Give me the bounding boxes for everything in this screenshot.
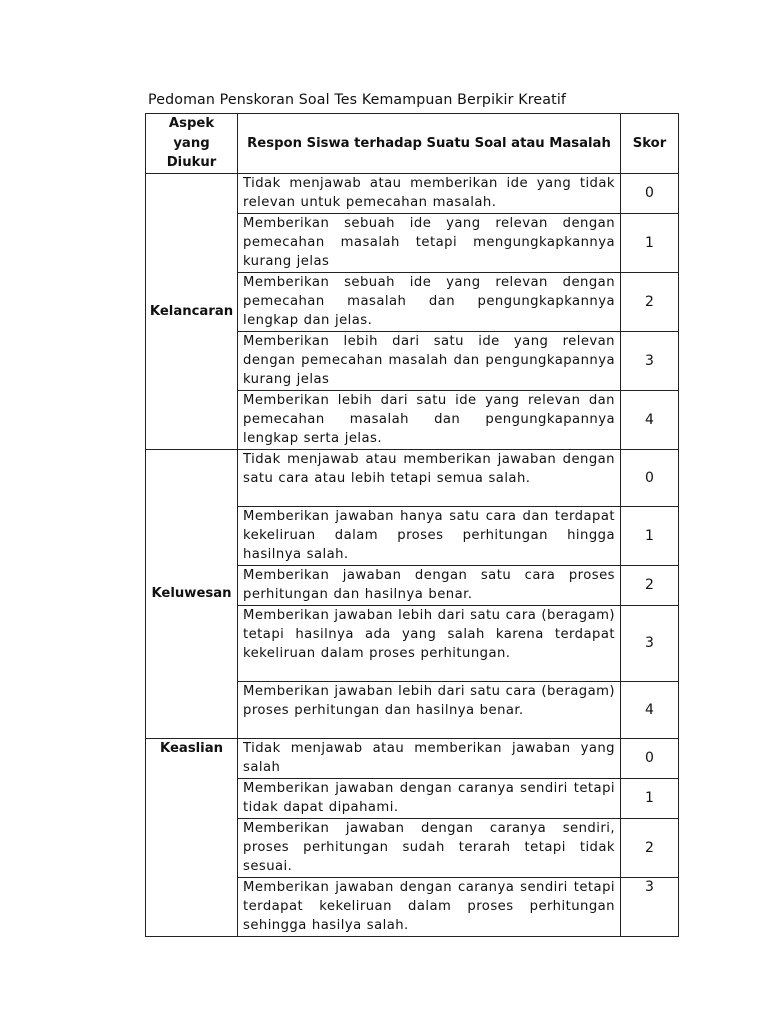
header-aspek: Aspek yang Diukur	[146, 114, 238, 174]
respon-cell: Tidak menjawab atau memberikan jawaban yang salah	[238, 738, 621, 778]
respon-cell: Memberikan sebuah ide yang relevan dengan pemecahan masalah dan pengungkapkannya lengkap dan jelas.	[238, 272, 621, 331]
respon-cell: Memberikan jawaban lebih dari satu cara (beragam) proses perhitungan dan hasilnya benar.	[238, 681, 621, 738]
skor-cell: 1	[621, 506, 679, 565]
skor-cell: 0	[621, 449, 679, 506]
respon-cell: Memberikan jawaban dengan satu cara proses perhitungan dan hasilnya benar.	[238, 565, 621, 605]
skor-cell: 0	[621, 173, 679, 213]
aspek-kelancaran: Kelancaran	[146, 173, 238, 449]
skor-cell: 2	[621, 272, 679, 331]
respon-cell: Memberikan jawaban hanya satu cara dan terdapat kekeliruan dalam proses perhitungan hingga hasilnya salah.	[238, 506, 621, 565]
scoring-table	[145, 113, 679, 937]
skor-cell: 1	[621, 778, 679, 818]
respon-cell: Tidak menjawab atau memberikan ide yang tidak relevan untuk pemecahan masalah.	[238, 173, 621, 213]
skor-cell: 4	[621, 390, 679, 449]
respon-cell: Memberikan jawaban dengan caranya sendiri tetapi terdapat kekeliruan dalam proses perhitungan sehingga hasilya salah.	[238, 877, 621, 936]
respon-cell: Memberikan sebuah ide yang relevan dengan pemecahan masalah tetapi mengungkapkannya kurang jelas	[238, 213, 621, 272]
aspek-keaslian: Keaslian	[146, 738, 238, 936]
table-row	[146, 449, 679, 506]
skor-cell: 3	[621, 605, 679, 681]
respon-cell: Memberikan lebih dari satu ide yang relevan dan pemecahan masalah dan pengungkapannya lengkap serta jelas.	[238, 390, 621, 449]
skor-cell: 0	[621, 738, 679, 778]
respon-cell: Memberikan jawaban dengan caranya sendiri tetapi tidak dapat dipahami.	[238, 778, 621, 818]
skor-cell: 4	[621, 681, 679, 738]
skor-cell: 1	[621, 213, 679, 272]
table-row	[146, 173, 679, 213]
document-title: Pedoman Penskoran Soal Tes Kemampuan Berpikir Kreatif	[148, 92, 567, 108]
skor-cell: 2	[621, 565, 679, 605]
header-skor: Skor	[621, 114, 679, 174]
table-header-row	[146, 114, 679, 174]
skor-cell: 3	[621, 877, 679, 936]
respon-cell: Tidak menjawab atau memberikan jawaban dengan satu cara atau lebih tetapi semua salah.	[238, 449, 621, 506]
respon-cell: Memberikan lebih dari satu ide yang relevan dengan pemecahan masalah dan pengungkapannya kurang jelas	[238, 331, 621, 390]
skor-cell: 2	[621, 818, 679, 877]
respon-cell: Memberikan jawaban dengan caranya sendiri, proses perhitungan sudah terarah tetapi tidak sesuai.	[238, 818, 621, 877]
table-row	[146, 738, 679, 778]
aspek-keluwesan: Keluwesan	[146, 449, 238, 738]
respon-cell: Memberikan jawaban lebih dari satu cara (beragam) tetapi hasilnya ada yang salah karena terdapat kekeliruan dalam proses perhitungan.	[238, 605, 621, 681]
skor-cell: 3	[621, 331, 679, 390]
header-respon: Respon Siswa terhadap Suatu Soal atau Masalah	[238, 114, 621, 174]
